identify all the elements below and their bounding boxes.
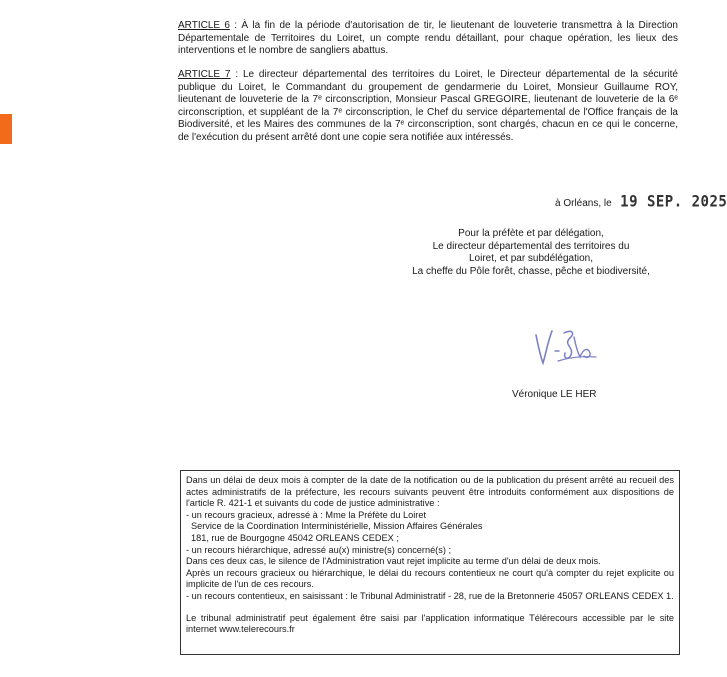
signatory-name: Véronique LE HER (512, 389, 597, 400)
margin-marker (0, 114, 12, 144)
delegation-line: La cheffe du Pôle forêt, chasse, pêche et biodiversité, (412, 266, 650, 278)
notice-apres: Après un recours gracieux ou hiérarchique, le délai du recours contentieux ne court qu'à compter du rejet explicite ou implicite de l'un de ces recours. (186, 567, 674, 590)
notice-silence: Dans ces deux cas, le silence de l'Administration vaut rejet implicite au terme d'un délai de deux mois. (186, 556, 601, 567)
delegation-line: Pour la préfète et par délégation, (458, 228, 604, 239)
notice-intro: Dans un délai de deux mois à compter de la date de la notification ou de la publication du présent arrêté au recueil des actes administratifs de la préfecture, les recours suivants peuvent être introduits conformément aux dispositions de l'article R. 421-1 et suivants du code de justice administrative : (186, 475, 674, 509)
delegation-line: Le directeur départemental des territoires du (432, 240, 630, 252)
legal-notice-box (180, 470, 680, 655)
article-6-text: : À la fin de la période d'autorisation de tir, le lieutenant de louveterie transmettra à la Direction Départementale de Territoires du Loiret, un compte rendu détaillant, pour chaque opération, les lieux des interventions et le nombre de sangliers abattus. (178, 20, 678, 57)
notice-gracieux-service: Service de la Coordination Interministérielle, Mission Affaires Générales (191, 521, 483, 532)
article-6-label: ARTICLE 6 (178, 20, 230, 31)
date-line (555, 192, 727, 212)
date-city: à Orléans, le (555, 198, 612, 209)
article-7-label: ARTICLE 7 (178, 69, 231, 80)
article-7-text: : Le directeur départemental des territoires du Loiret, le Directeur départemental de la sécurité publique du Loiret, le Commandant du groupement de gendarmerie du Loiret, Monsieur Guillaume ROY, lieutenant de louveterie de la 7ᵉ circonscription, Monsieur Pascal GREGOIRE, lieutenant de louveterie de la 6ᵉ circonscription, et suppléant de la 7ᵉ circonscription, le Chef du service départemental de l'Office français de la Biodiversité, et les Maires des communes de la 7ᵉ circonscription, sont chargés, chacun en ce qui le concerne, de l'exécution du présent arrêté dont une copie sera notifiée aux intéressés. (178, 69, 678, 143)
signature-block (386, 228, 676, 279)
handwritten-signature (528, 323, 598, 368)
article-7 (178, 69, 678, 145)
article-6 (178, 20, 678, 58)
notice-telerecours: Le tribunal administratif peut également être saisi par l'application informatique Télérecours accessible par le site internet www.telerecours.fr (186, 612, 674, 635)
notice-contentieux: - un recours contentieux, en saisissant : le Tribunal Administratif - 28, rue de la Bretonnerie 45057 ORLEANS CEDEX 1. (186, 590, 674, 601)
date-stamp: 19 SEP. 2025 (620, 192, 727, 212)
delegation-line: Loiret, et par subdélégation, (469, 253, 593, 265)
notice-hierarchique: - un recours hiérarchique, adressé au(x) ministre(s) concerné(s) ; (186, 544, 452, 555)
notice-gracieux: - un recours gracieux, adressé à : Mme la Préfète du Loiret (186, 509, 427, 520)
notice-gracieux-address: 181, rue de Bourgogne 45042 ORLEANS CEDEX ; (191, 532, 399, 543)
